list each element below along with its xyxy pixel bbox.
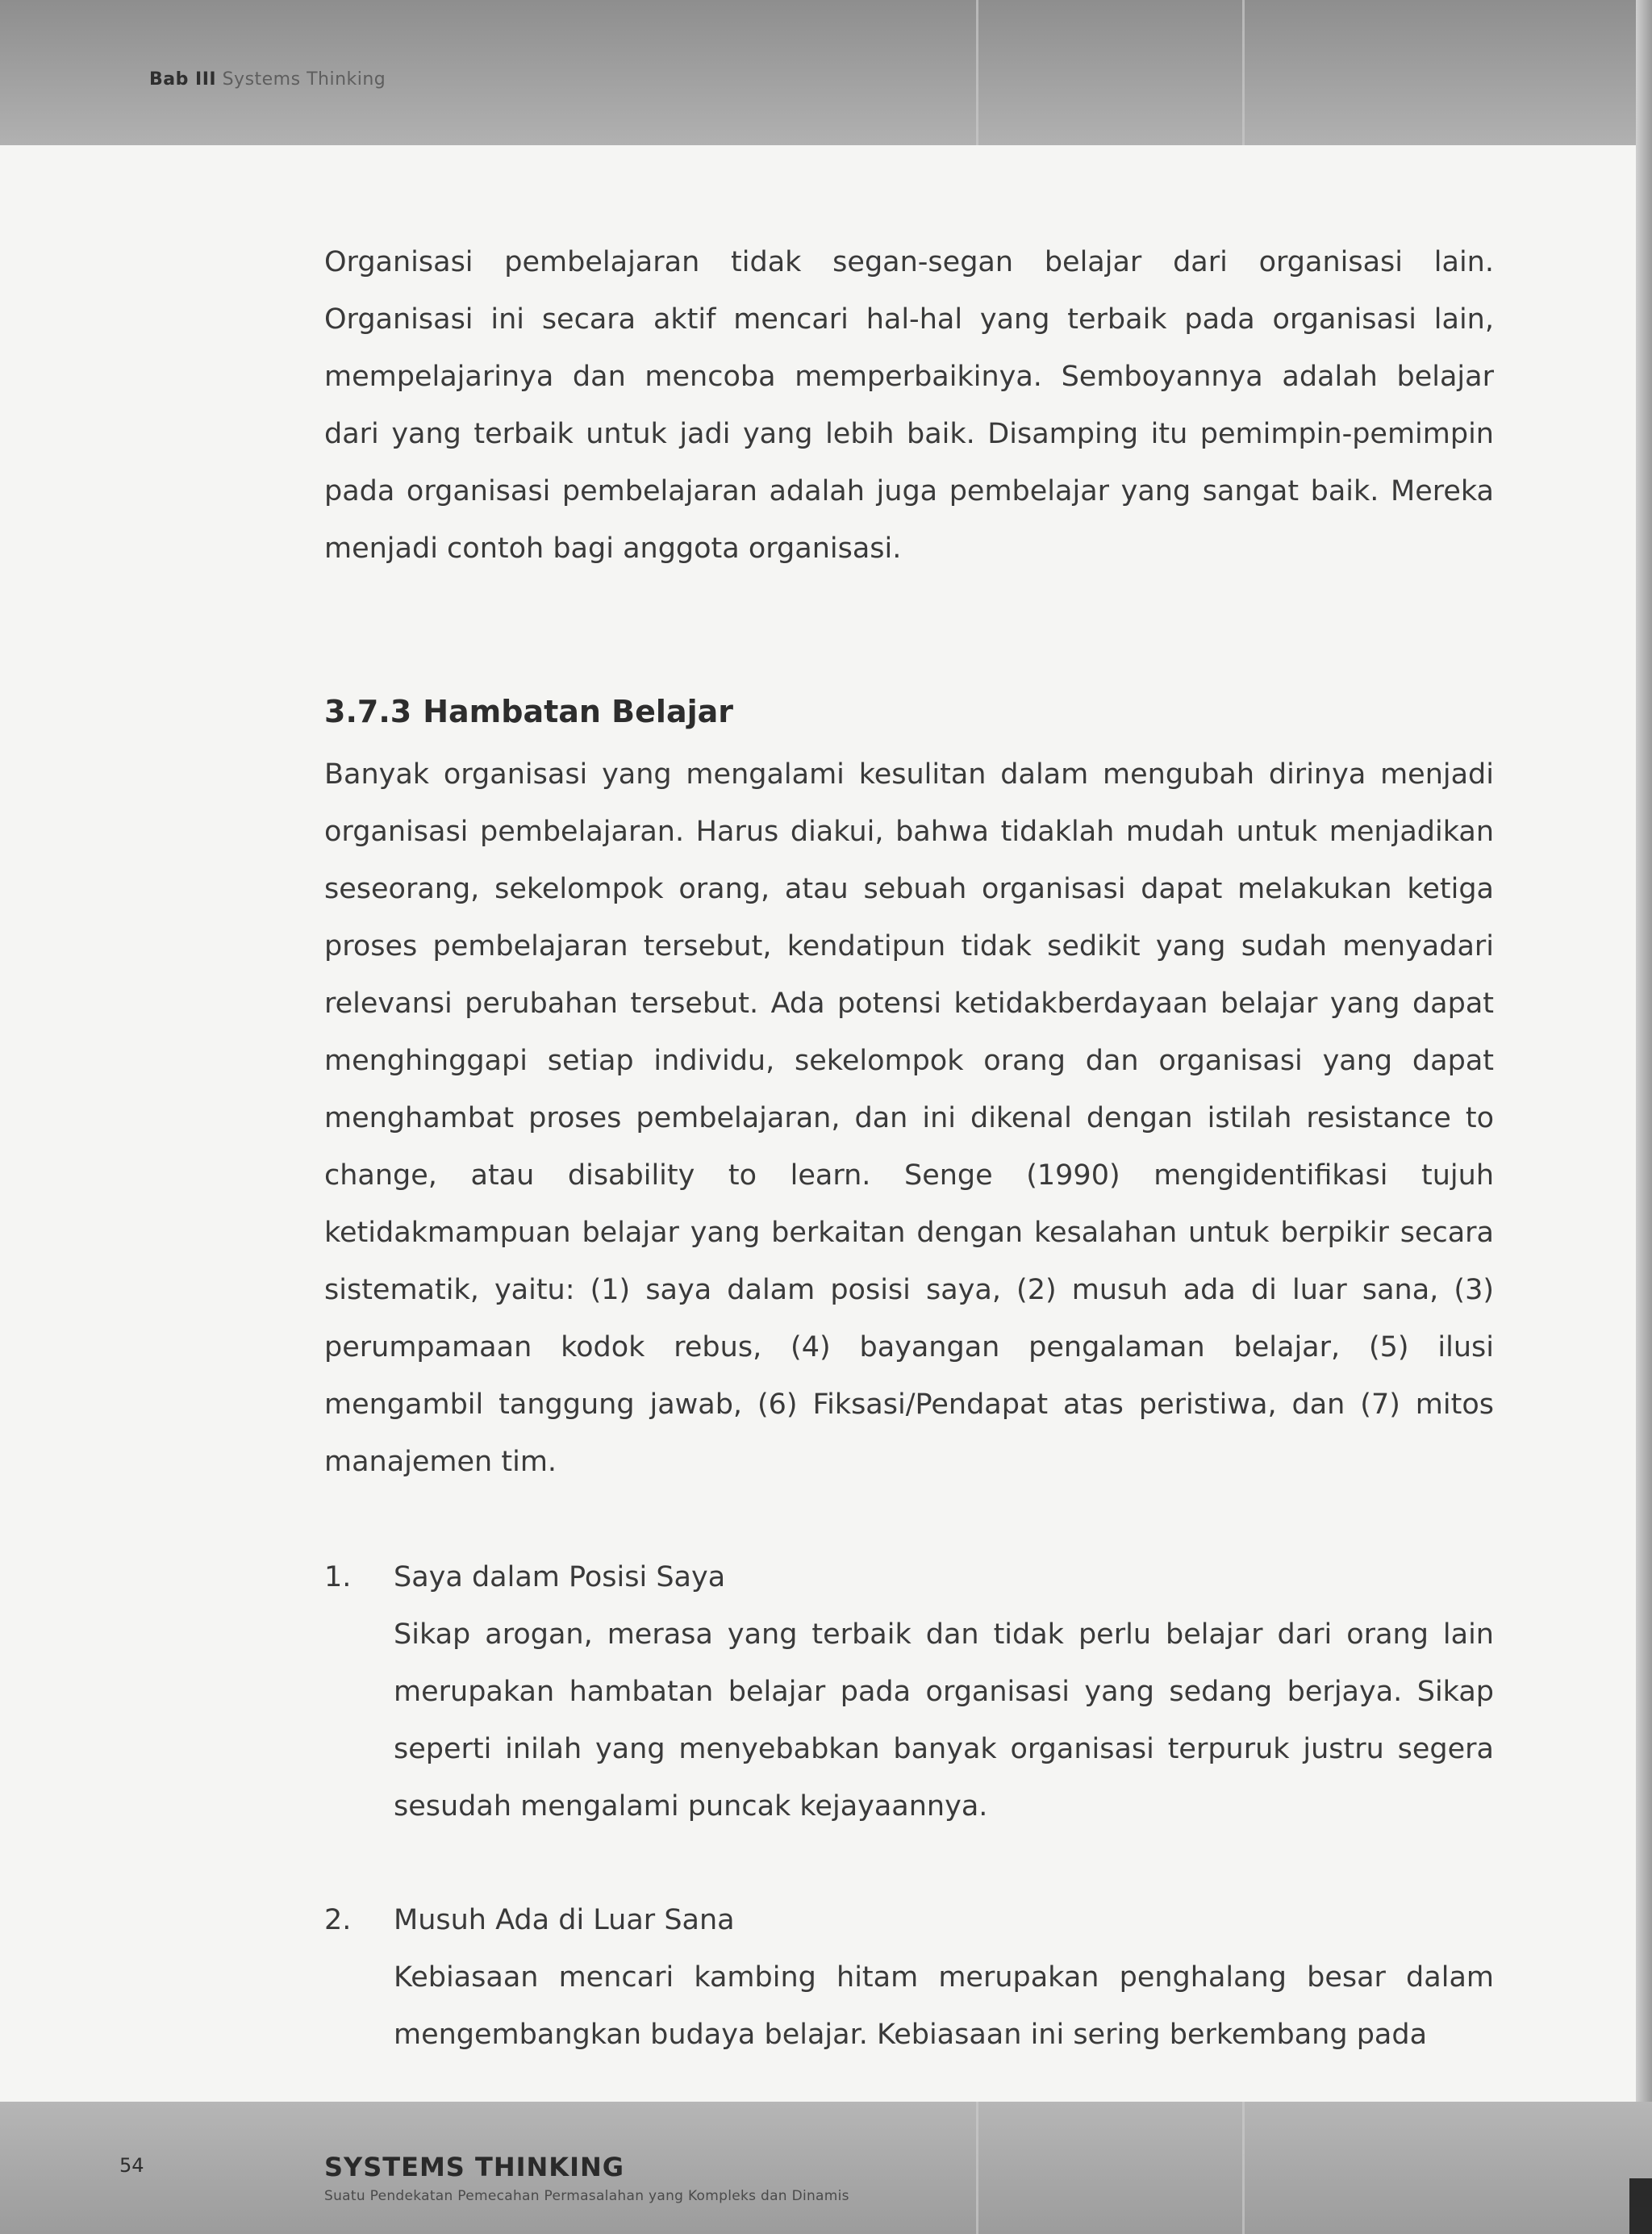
page-number: 54	[119, 2154, 144, 2177]
footer-band	[0, 2102, 1652, 2234]
list-item-number: 2.	[324, 1904, 352, 1936]
page-corner	[1629, 2178, 1652, 2234]
section-title: Hambatan Belajar	[423, 694, 733, 729]
list-item-number: 1.	[324, 1561, 352, 1593]
chapter-label: Bab III	[149, 69, 217, 90]
footer-divider	[976, 2102, 978, 2234]
running-head	[149, 69, 386, 90]
footer-divider	[1242, 2102, 1245, 2234]
list-item-title: Saya dalam Posisi Saya	[394, 1561, 726, 1593]
header-divider	[976, 0, 978, 145]
list-item-body: Kebiasaan mencari kambing hitam merupakan penghalang besar dalam mengembangkan budaya belajar. Kebiasaan ini sering berkembang pada	[394, 1961, 1494, 2051]
section-body-wrapper	[324, 746, 1494, 1491]
footer-book-subtitle: Suatu Pendekatan Pemecahan Permasalahan yang Kompleks dan Dinamis	[324, 2188, 849, 2204]
chapter-title: Systems Thinking	[222, 69, 386, 90]
section-number: 3.7.3	[324, 694, 412, 729]
intro-paragraph: Organisasi pembelajaran tidak segan-segan belajar dari organisasi lain. Organisasi ini secara aktif mencari hal-hal yang terbaik pada organisasi lain, mempelajarinya dan mencoba memperbaikinya. Semboyannya adalah belajar dari yang terbaik untuk jadi yang lebih baik. Disamping itu pemimpin-pemimpin pada organisasi pembelajaran adalah juga pembelajar yang sangat baik. Mereka menjadi contoh bagi anggota organisasi.	[324, 246, 1494, 565]
intro-section	[324, 234, 1494, 578]
header-divider	[1242, 0, 1245, 145]
section-heading	[324, 694, 733, 729]
list-item-body: Sikap arogan, merasa yang terbaik dan tidak perlu belajar dari orang lain merupakan hambatan belajar pada organisasi yang sedang berjaya. Sikap seperti inilah yang menyebabkan banyak organisasi terpuruk justru segera sesudah mengalami puncak kejayaannya.	[394, 1618, 1494, 1823]
page-edge	[1636, 0, 1652, 2234]
section-body: Banyak organisasi yang mengalami kesulitan dalam mengubah dirinya menjadi organisasi pembelajaran. Harus diakui, bahwa tidaklah mudah untuk menjadikan seseorang, sekelompok orang, atau sebuah organisasi dapat melakukan ketiga proses pembelajaran tersebut, kendatipun tidak sedikit yang sudah menyadari relevansi perubahan tersebut. Ada potensi ketidakberdayaan belajar yang dapat menghinggapi setiap individu, sekelompok orang dan organisasi yang dapat menghambat proses pembelajaran, dan ini dikenal dengan istilah resistance to change, atau disability to learn. Senge (1990) mengidentifikasi tujuh ketidakmampuan belajar yang berkaitan dengan kesalahan untuk berpikir secara sistematik, yaitu: (1) saya dalam posisi saya, (2) musuh ada di luar sana, (3) perumpamaan kodok rebus, (4) bayangan pengalaman belajar, (5) ilusi mengambil tanggung jawab, (6) Fiksasi/Pendapat atas peristiwa, dan (7) mitos manajemen tim.	[324, 758, 1494, 1478]
footer-book-title: SYSTEMS THINKING	[324, 2152, 625, 2182]
list-item-title: Musuh Ada di Luar Sana	[394, 1904, 735, 1936]
header-band	[0, 0, 1652, 145]
